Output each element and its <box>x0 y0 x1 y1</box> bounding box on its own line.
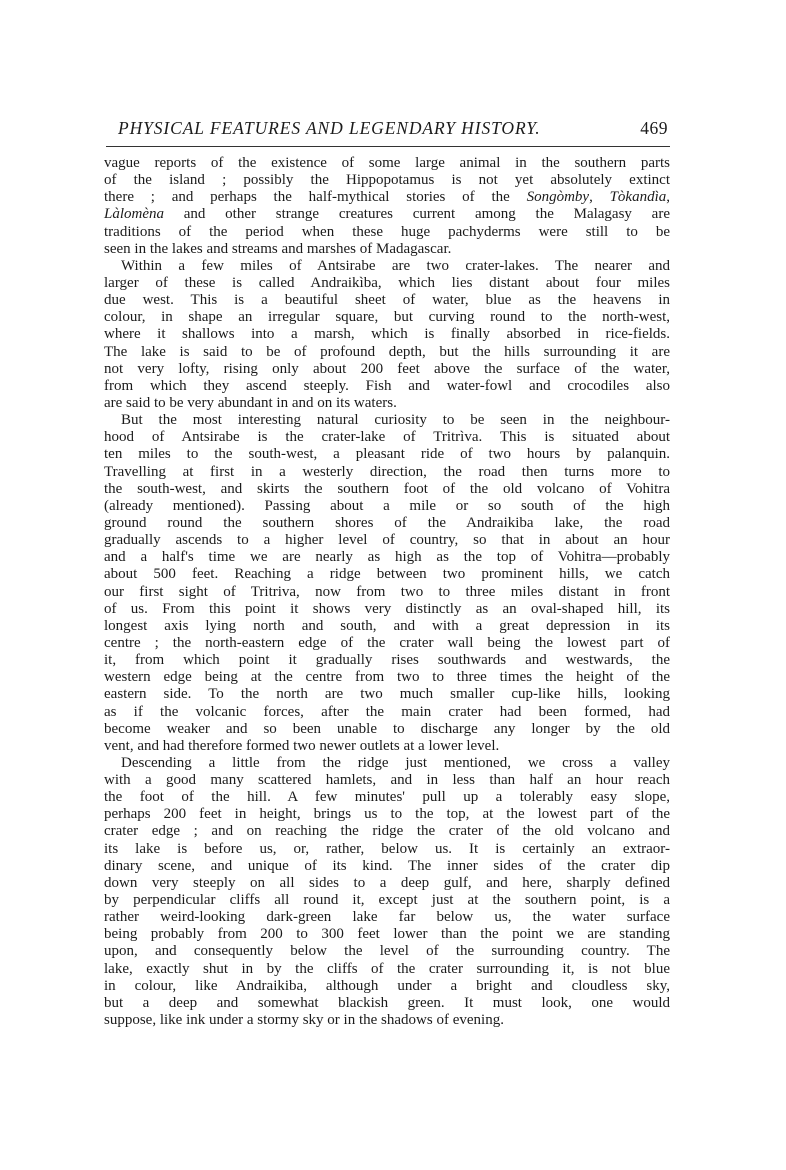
text-line: where it shallows into a marsh, which is finally absorbed in rice-fields. <box>104 326 670 343</box>
text-line: not very lofty, rising only about 200 feet above the surface of the water, <box>104 360 670 377</box>
text-line: dinary scene, and unique of its kind. The inner sides of the crater dip <box>104 857 670 874</box>
text-line: Within a few miles of Antsirabe are two crater-lakes. The nearer and <box>121 257 670 274</box>
text-line: eastern side. To the north are two much smaller cup-like hills, looking <box>104 686 670 703</box>
paragraph <box>104 412 670 755</box>
text-line: ten miles to the south-west, a pleasant ride of two hours by palanquin. <box>104 446 670 463</box>
text-line: lake, exactly shut in by the cliffs of the crater surrounding it, is not blue <box>104 960 670 977</box>
text-line: suppose, like ink under a stormy sky or in the shadows of evening. <box>104 1012 504 1029</box>
text-line: and a half's time we are nearly as high as the top of Vohitra—probably <box>104 549 670 566</box>
text-line: of the island ; possibly the Hippopotamus is not yet absolutely extinct <box>104 172 670 189</box>
text-line: but a deep and somewhat blackish green. It must look, one would <box>104 994 670 1011</box>
italic-term: Songòmby <box>526 189 590 206</box>
body-text <box>104 155 670 1029</box>
text-line: vague reports of the existence of some large animal in the southern parts <box>104 155 670 171</box>
running-title: PHYSICAL FEATURES AND LEGENDARY HISTORY. <box>118 118 541 138</box>
text-line: Travelling at first in a westerly direction, the road then turns more to <box>104 463 670 480</box>
text-line: Descending a little from the ridge just mentioned, we cross a valley <box>121 754 670 771</box>
text-line: traditions of the period when these huge pachyderms were still to be <box>104 223 670 240</box>
text-line: western edge being at the centre from two to three times the height of the <box>104 669 670 686</box>
text-line: The lake is said to be of profound depth, but the hills surrounding it are <box>104 343 670 360</box>
text-line: become weaker and so been unable to discharge any longer by the old <box>104 720 670 737</box>
paragraph <box>104 755 670 1029</box>
text-line: the foot of the hill. A few minutes' pull up a tolerably easy slope, <box>104 789 670 806</box>
text-line: from which they ascend steeply. Fish and water-fowl and crocodiles also <box>104 377 670 394</box>
text-line: being probably from 200 to 300 feet lower than the point we are standing <box>104 926 670 943</box>
text-line: longest axis lying north and south, and with a great depression in its <box>104 617 670 634</box>
text-line: about 500 feet. Reaching a ridge between two prominent hills, we catch <box>104 566 670 583</box>
header-rule <box>106 146 670 147</box>
text-line: there ; and perhaps the half-mythical stories of the Songòmby, Tòkandìa, <box>104 189 671 206</box>
text-line: by perpendicular cliffs all round it, except just at the southern point, is a <box>104 892 670 909</box>
text-line: perhaps 200 feet in height, brings us to the top, at the lowest part of the <box>104 806 670 823</box>
text-line: centre ; the north-eastern edge of the crater wall being the lowest part of <box>104 634 670 651</box>
text-line: due west. This is a beautiful sheet of water, blue as the heavens in <box>104 292 670 309</box>
italic-term: Làlomèna <box>104 206 164 223</box>
text-line: in colour, like Andraikiba, although under a bright and cloudless sky, <box>104 977 670 994</box>
text-line: as if the volcanic forces, after the main crater had been formed, had <box>104 703 670 720</box>
paragraph <box>104 258 670 412</box>
text-line: Làlomèna and other strange creatures current among the Malagasy are <box>104 206 670 223</box>
text-line: upon, and consequently below the level of the surrounding country. The <box>104 943 670 960</box>
text-line: rather weird-looking dark-green lake far below us, the water surface <box>104 909 670 926</box>
text-line: our first sight of Tritriva, now from two to three miles distant in front <box>104 583 670 600</box>
running-header <box>118 118 668 144</box>
text-line: down very steeply on all sides to a deep gulf, and here, sharply defined <box>104 874 670 891</box>
text-line: it, from which point it gradually rises southwards and westwards, the <box>104 652 670 669</box>
page-number: 469 <box>640 118 668 138</box>
text-line: crater edge ; and on reaching the ridge the crater of the old volcano and <box>104 823 670 840</box>
text-line: But the most interesting natural curiosity to be seen in the neighbour- <box>121 412 670 429</box>
italic-term: Tòkandìa <box>609 189 667 206</box>
text-line: larger of these is called Andraikìba, which lies distant about four miles <box>104 274 670 291</box>
text-line: with a good many scattered hamlets, and in less than half an hour reach <box>104 772 670 789</box>
text-line: colour, in shape an irregular square, but curving round to the north-west, <box>104 309 670 326</box>
text-line: its lake is before us, or, rather, below us. It is certainly an extraor- <box>104 840 670 857</box>
text-line: gradually ascends to a higher level of country, so that in about an hour <box>104 532 670 549</box>
text-line: seen in the lakes and streams and marshes of Madagascar. <box>104 240 452 257</box>
text-line: vent, and had therefore formed two newer outlets at a lower level. <box>104 737 500 754</box>
text-line: the south-west, and skirts the southern foot of the old volcano of Vohitra <box>104 480 670 497</box>
text-line: hood of Antsirabe is the crater-lake of Tritrìva. This is situated about <box>104 429 670 446</box>
text-line: ground round the southern shores of the Andraikiba lake, the road <box>104 514 670 531</box>
text-line: (already mentioned). Passing about a mile or so south of the high <box>104 497 670 514</box>
paragraph <box>104 155 670 258</box>
text-line: of us. From this point it shows very distinctly as an oval-shaped hill, its <box>104 600 670 617</box>
text-line: are said to be very abundant in and on its waters. <box>104 394 397 411</box>
